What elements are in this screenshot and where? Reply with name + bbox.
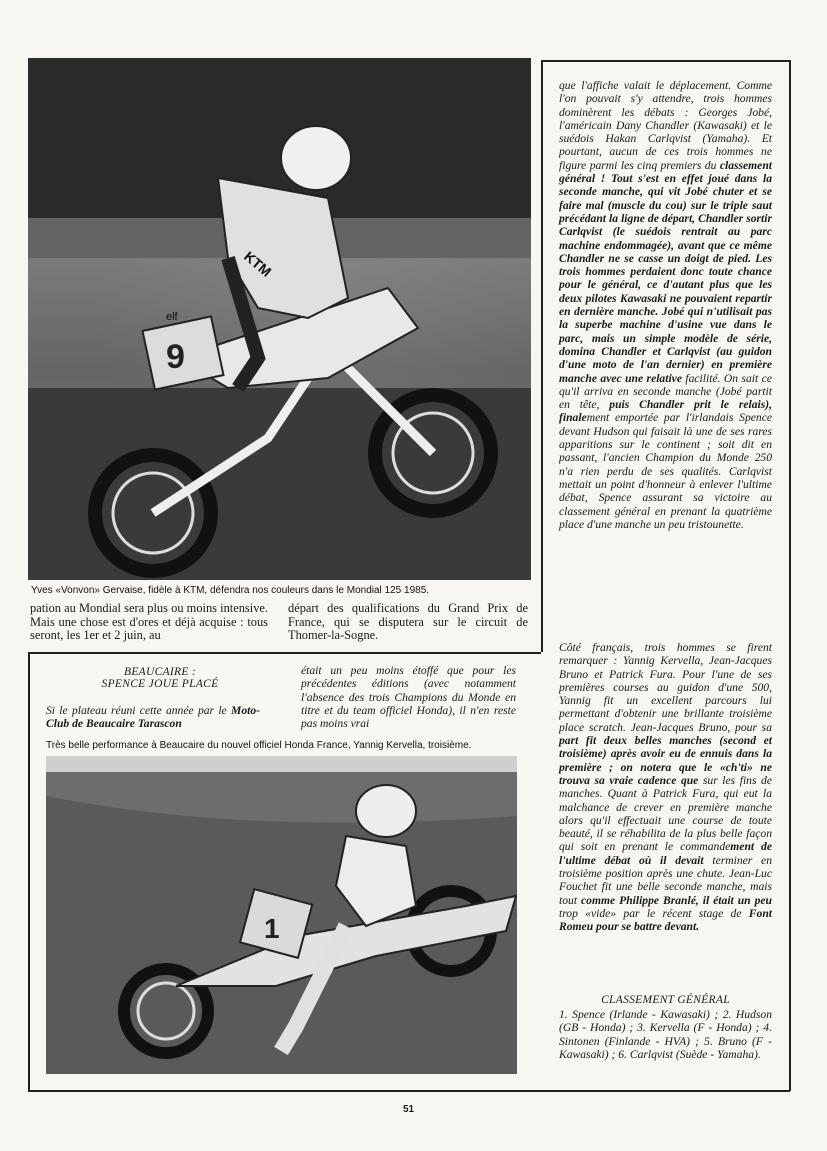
beaucaire-heading [40,666,280,690]
para1-body [559,79,772,531]
text-col1-top: pation au Mondial sera plus ou moins intensive. Mais une chose est d'ores et déjà acquise : tous seront, les 1er et 2 juin, au [30,601,268,643]
photo2-caption: Très belle performance à Beaucaire du nouvel officiel Honda France, Yannig Kervella, troisième. [46,740,472,751]
para1-run-1: classement général ! Tout s'est en effet joué dans la seconde manche, qui vit Jobé chuter et se faire mal (muscle du cou) sur le triple saut précédant la ligne de départ, Chandler sortir Carlqvist (le suédois rentrait au parc machine endommagée), avant que ce même Chandler ne se casse un doigt de pied. Les trois hommes perdaient donc toute chance pour le général, ce d'autant plus que les deux pilotes Kawasaki ne pouvaient repartir en dernière manche. Jobé qui n'utilisait pas la superbe machine d'usine vue dans le parc, mais un simple modèle de série, domina Chandler et Carlqvist (au guidon d'une moto de l'an dernier) en première manche avec une relative [559,158,772,385]
beaucaire-heading-line1: BEAUCAIRE : [124,666,196,678]
box-line-bottom [28,1090,790,1092]
classement-list: 1. Spence (Irlande - Kawasaki) ; 2. Hudson (GB - Honda) ; 3. Kervella (F - Honda) ; 4. Sintonen (Finlande - HVA) ; 5. Bruno (F - Kawasaki) ; 6. Carlqvist (Suède - Yamaha). [559,1008,772,1061]
box-line-right-col-left [541,60,543,652]
para2-run-1: part fit deux belles manches (second et troisième) après avoir eu de ennuis dans la première ; on notera que le «ch'ti» ne trouva sa vraie cadence que [559,734,772,787]
elf-logo: elf [166,311,178,323]
ktm-logo: KTM [241,248,275,280]
box-line-left [28,652,30,1090]
para2-run-4: terminer en troisième position après une chute. Jean-Luc Fouchet fit une belle seconde manche, mais tout [559,853,772,907]
para1-run-2: facilité. On sait ce qu'il arriva en seconde manche (Jobé partit en tête, [559,371,772,412]
plate-number-1: 1 [264,913,280,944]
beaucaire-heading-line2: SPENCE JOUE PLACÉ [101,678,219,690]
para1-run-4: ment emportée par l'irlandais Spence devant Hudson qui faisait là une de ses rares apparitions sur le continent ; soit dit en passant, l'ancien Champion du Monde 250 n'a rien perdu de ses qualités. Carlqvist mettait un point d'honneur à enlever l'ultime débat, Spence assurant sa victoire au classement général en prenant la quatrième place d'une manche un peu tristounette. [559,411,772,531]
right-column-para1 [559,79,772,531]
plate-number-9: 9 [166,338,185,376]
box-line-top-left [28,652,541,654]
para2-run-0: Côté français, trois hommes se firent remarquer : Yannig Kervella, Jean-Jacques Bruno et Patrick Fura. Pour l'une de ses premières courses au guidon d'une 500, Yannig fit un excellent parcours lui permettant d'obtenir une brillante troisième place scratch. Jean-Jacques Bruno, pour sa [559,641,772,734]
classement-title: CLASSEMENT GÉNÉRAL [601,994,730,1006]
para2-run-2: sur les fins de manches. Quant à Patrick Fura, qui eut la malchance de crever en première manche alors qu'il effectuait une course de toute beauté, il se réhabilita de la plus belle façon qui soit en prenant le commande [559,773,772,854]
para2-run-6: trop «vide» par le récent stage de [559,906,749,920]
photo-gervaise-ktm [28,58,531,580]
para2-run-5: comme Philippe Branlé, il était un peu [581,893,772,907]
box-line-right [789,60,791,1091]
box-line-right-col-top [541,60,790,62]
beaucaire-intro [46,704,260,731]
para2-body [559,641,772,934]
beaucaire-intro-text: Si le plateau réuni cette année par le [46,704,227,717]
text-col2-top: départ des qualifications du Grand Prix de France, qui se disputera sur le circuit de Thomer-la-Sogne. [288,601,528,643]
right-column-para2 [559,641,772,934]
motocross-jump-illustration [28,58,531,580]
photo1-caption: Yves «Vonvon» Gervaise, fidèle à KTM, défendra nos couleurs dans le Mondial 125 1985. [31,585,430,596]
para1-run-0: que l'affiche valait le déplacement. Comme l'on pouvait s'y attendre, trois hommes dominèrent les débats : Georges Jobé, l'américain Dany Chandler (Kawasaki) et le suédois Hakan Carlqvist (Yamaha). Et pourtant, aucun de ces trois hommes ne figure parmi les cinq premiers du [559,79,772,172]
para2-run-7: Font Romeu pour se battre devant. [559,906,772,934]
motocross-corner-illustration [46,756,517,1074]
beaucaire-intro-club: Moto-Club de Beaucaire Tarascon [46,704,260,731]
para2-run-3: ment de l'ultime débat où il devait [559,840,772,867]
beaucaire-col2: était un peu moins étoffé que pour les précédentes éditions (avec notamment l'absence des trois Champions du Monde en titre et du team officiel Honda), il n'en reste pas moins vrai [301,664,516,731]
page-number: 51 [403,1104,415,1115]
photo-kervella-honda [46,756,517,1074]
para1-run-3: puis Chandler prit le relais), finale [559,398,772,425]
